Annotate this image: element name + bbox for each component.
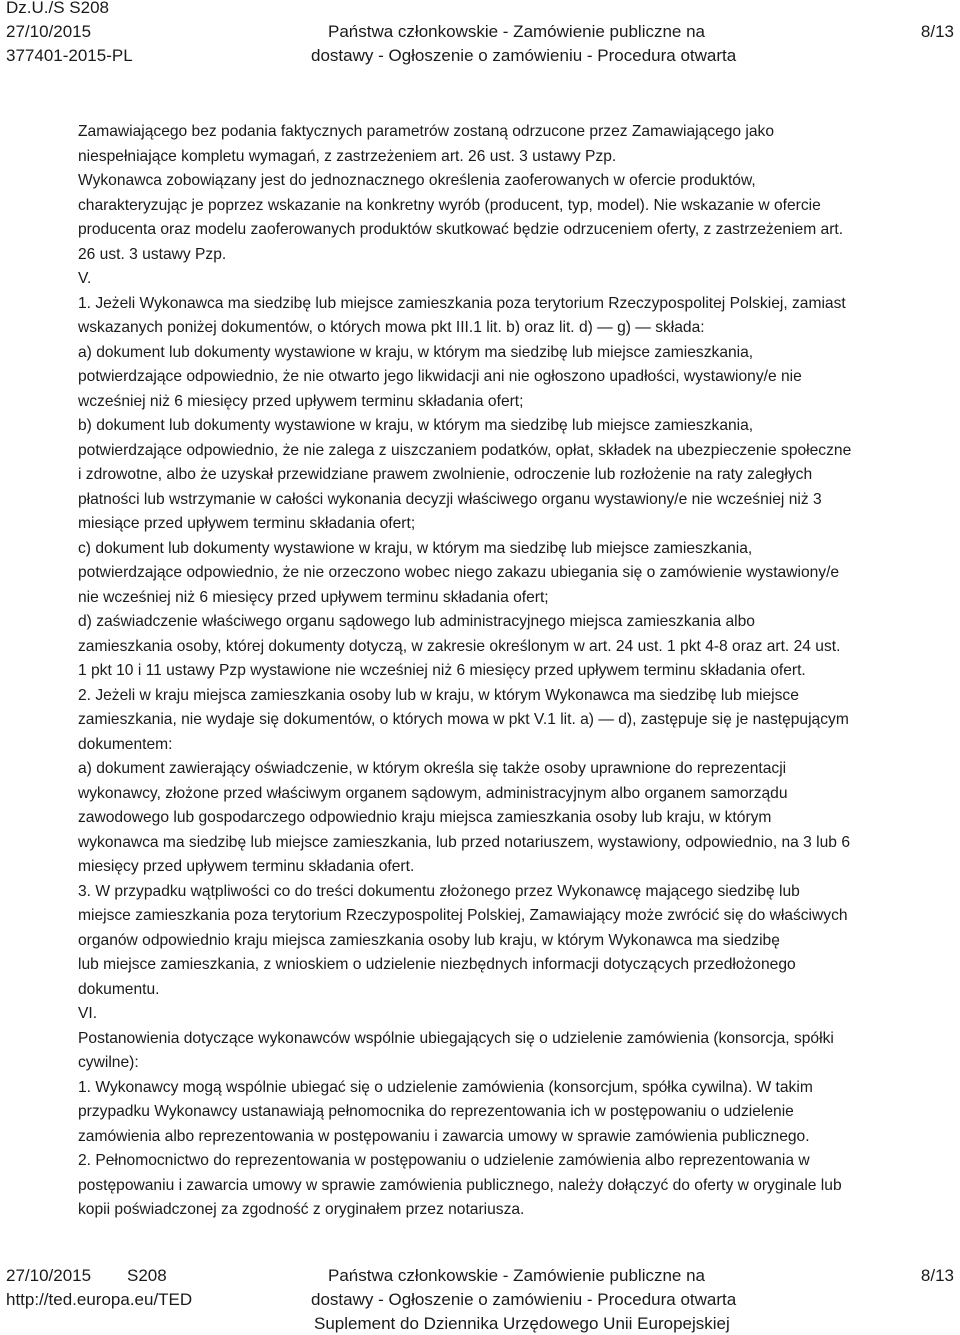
text-line: organów odpowiednio kraju miejsca zamieszkania osoby lub kraju, w którym Wykonawca ma siedzibę	[78, 931, 780, 949]
header-title-line-2: dostawy - Ogłoszenie o zamówieniu - Procedura otwarta	[311, 46, 737, 65]
text-line: miejsce zamieszkania poza terytorium Rzeczypospolitej Polskiej, Zamawiający może zwrócić się do właściwych	[78, 907, 848, 924]
text-line: zamieszkania, nie wydaje się dokumentów, o których mowa w pkt V.1 lit. a) — d), zastępuje się je następującym	[78, 711, 849, 728]
document-body	[78, 120, 958, 1223]
text-line: potwierdzające odpowiednio, że nie otwarto jego likwidacji ani nie ogłoszono upadłości, wystawiony/e nie	[78, 368, 802, 385]
text-line: wykonawcy, złożone przed właściwym organem sądowym, administracyjnym albo organem samorządu	[78, 784, 788, 802]
text-line: VI.	[78, 1005, 98, 1022]
text-line: miesiące przed upływem terminu składania ofert;	[78, 515, 416, 532]
text-line: wskazanych poniżej dokumentów, o których mowa pkt III.1 lit. b) oraz lit. d) — g) — składa:	[78, 319, 705, 336]
text-line: a) dokument lub dokumenty wystawione w kraju, w którym ma siedzibę lub miejsce zamieszkania,	[78, 343, 754, 361]
text-line: postępowaniu i zawarcia umowy w sprawie zamówienia publicznego, należy dołączyć do oferty w oryginale lub	[78, 1176, 842, 1194]
text-line: niespełniające kompletu wymagań, z zastrzeżeniem art. 26 ust. 3 ustawy Pzp.	[78, 147, 617, 165]
text-line: zamówienia albo reprezentowania w postępowaniu i zawarcia umowy w sprawie zamówienia publicznego.	[78, 1127, 810, 1145]
footer-page-number: 8/13	[920, 1266, 954, 1285]
footer-date: 27/10/2015	[6, 1266, 92, 1285]
header-title-line-1: Państwa członkowskie - Zamówienie publiczne na	[328, 22, 706, 41]
text-line: miesięcy przed upływem terminu składania ofert.	[78, 858, 415, 875]
text-line: potwierdzające odpowiednio, że nie orzeczono wobec niego zakazu ubiegania się o zamówienie wystawiony/e	[78, 564, 840, 581]
text-line: i zdrowotne, albo że uzyskał przewidziane prawem zwolnienie, odroczenie lub rozłożenie na raty zaległych	[78, 466, 813, 483]
text-line: d) zaświadczenie właściwego organu sądowego lub administracyjnego miejsca zamieszkania albo	[78, 613, 755, 630]
header-page-number: 8/13	[920, 22, 954, 41]
footer-code: S208	[127, 1266, 167, 1285]
text-line: przypadku Wykonawcy ustanawiają pełnomocnika do reprezentowania ich w postępowaniu o udzielenie	[78, 1103, 794, 1120]
text-line: 3. W przypadku wątpliwości co do treści dokumentu złożonego przez Wykonawcę mającego siedzibę lub	[78, 882, 800, 900]
text-line: V.	[78, 270, 92, 287]
text-line: 1. Wykonawcy mogą wspólnie ubiegać się o udzielenie zamówienia (konsorcjum, spółka cywilna). W takim	[78, 1078, 813, 1096]
footer-title-line-2: dostawy - Ogłoszenie o zamówieniu - Procedura otwarta	[311, 1290, 737, 1309]
text-line: zawodowego lub gospodarczego odpowiednio kraju miejsca zamieszkania osoby lub kraju, w którym	[78, 809, 772, 826]
text-line: cywilne):	[78, 1054, 139, 1071]
text-line: 2. Pełnomocnictwo do reprezentowania w postępowaniu o udzielenie zamówienia albo reprezentowania w	[78, 1152, 810, 1169]
text-line: płatności lub wstrzymanie w całości wykonania decyzji właściwego organu wystawiony/e nie wcześniej niż 3	[78, 490, 822, 508]
text-line: a) dokument zawierający oświadczenie, w którym określa się także osoby uprawnione do reprezentacji	[78, 760, 787, 777]
header-date: 27/10/2015	[6, 22, 92, 41]
text-line: Wykonawca zobowiązany jest do jednoznacznego określenia zaoferowanych w ofercie produktów,	[78, 172, 756, 189]
text-line: wykonawca ma siedzibę lub miejsce zamieszkania, lub przed notariuszem, wystawiony, odpowiednio, na 3 lub 6	[78, 833, 850, 851]
text-line: Postanowienia dotyczące wykonawców wspólnie ubiegających się o udzielenie zamówienia (konsorcja, spółki	[78, 1029, 834, 1047]
text-line: lub miejsce zamieszkania, z wnioskiem o udzielenie niezbędnych informacji dotyczących przedłożonego	[78, 956, 796, 973]
notice-number: 377401-2015-PL	[6, 46, 133, 65]
text-line: kopii poświadczonej za zgodność z oryginałem przez notariusza.	[78, 1201, 525, 1218]
text-line: 26 ust. 3 ustawy Pzp.	[78, 245, 227, 263]
text-line: producenta oraz modelu zaoferowanych produktów skutkować będzie odrzuceniem oferty, z zastrzeżeniem art.	[78, 221, 844, 238]
text-line: Zamawiającego bez podania faktycznych parametrów zostaną odrzucone przez Zamawiającego jako	[78, 123, 775, 140]
footer-supplement-title: Suplement do Dziennika Urzędowego Unii Europejskiej	[314, 1314, 730, 1333]
text-line: c) dokument lub dokumenty wystawione w kraju, w którym ma siedzibę lub miejsce zamieszkania,	[78, 539, 753, 557]
footer-url-link[interactable]: http://ted.europa.eu/TED	[6, 1290, 193, 1309]
text-line: 2. Jeżeli w kraju miejsca zamieszkania osoby lub w kraju, w którym Wykonawca ma siedzibę lub miejsce	[78, 686, 799, 704]
text-line: dokumentem:	[78, 735, 173, 753]
text-line: dokumentu.	[78, 980, 160, 998]
text-line: potwierdzające odpowiednio, że nie zalega z uiszczaniem podatków, opłat, składek na ubezpieczenie społeczne	[78, 441, 852, 459]
text-line: nie wcześniej niż 6 miesięcy przed upływem terminu składania ofert;	[78, 588, 549, 606]
footer-title-line-1: Państwa członkowskie - Zamówienie publiczne na	[328, 1266, 706, 1285]
text-line: charakteryzując je poprzez wskazanie na konkretny wyrób (producent, typ, model). Nie wskazanie w ofercie	[78, 196, 821, 214]
text-line: 1. Jeżeli Wykonawca ma siedzibę lub miejsce zamieszkania poza terytorium Rzeczypospolitej Polskiej, zamiast	[78, 294, 846, 312]
journal-reference: Dz.U./S S208	[6, 0, 109, 17]
text-line: zamieszkania osoby, której dokumenty dotyczą, w zakresie określonym w art. 24 ust. 1 pkt 4-8 oraz art. 24 ust.	[78, 637, 841, 655]
text-line: b) dokument lub dokumenty wystawione w kraju, w którym ma siedzibę lub miejsce zamieszkania,	[78, 417, 754, 434]
text-line: wcześniej niż 6 miesięcy przed upływem terminu składania ofert;	[78, 392, 524, 410]
text-line: 1 pkt 10 i 11 ustawy Pzp wystawione nie wcześniej niż 6 miesięcy przed upływem terminu składania ofert.	[78, 662, 806, 679]
